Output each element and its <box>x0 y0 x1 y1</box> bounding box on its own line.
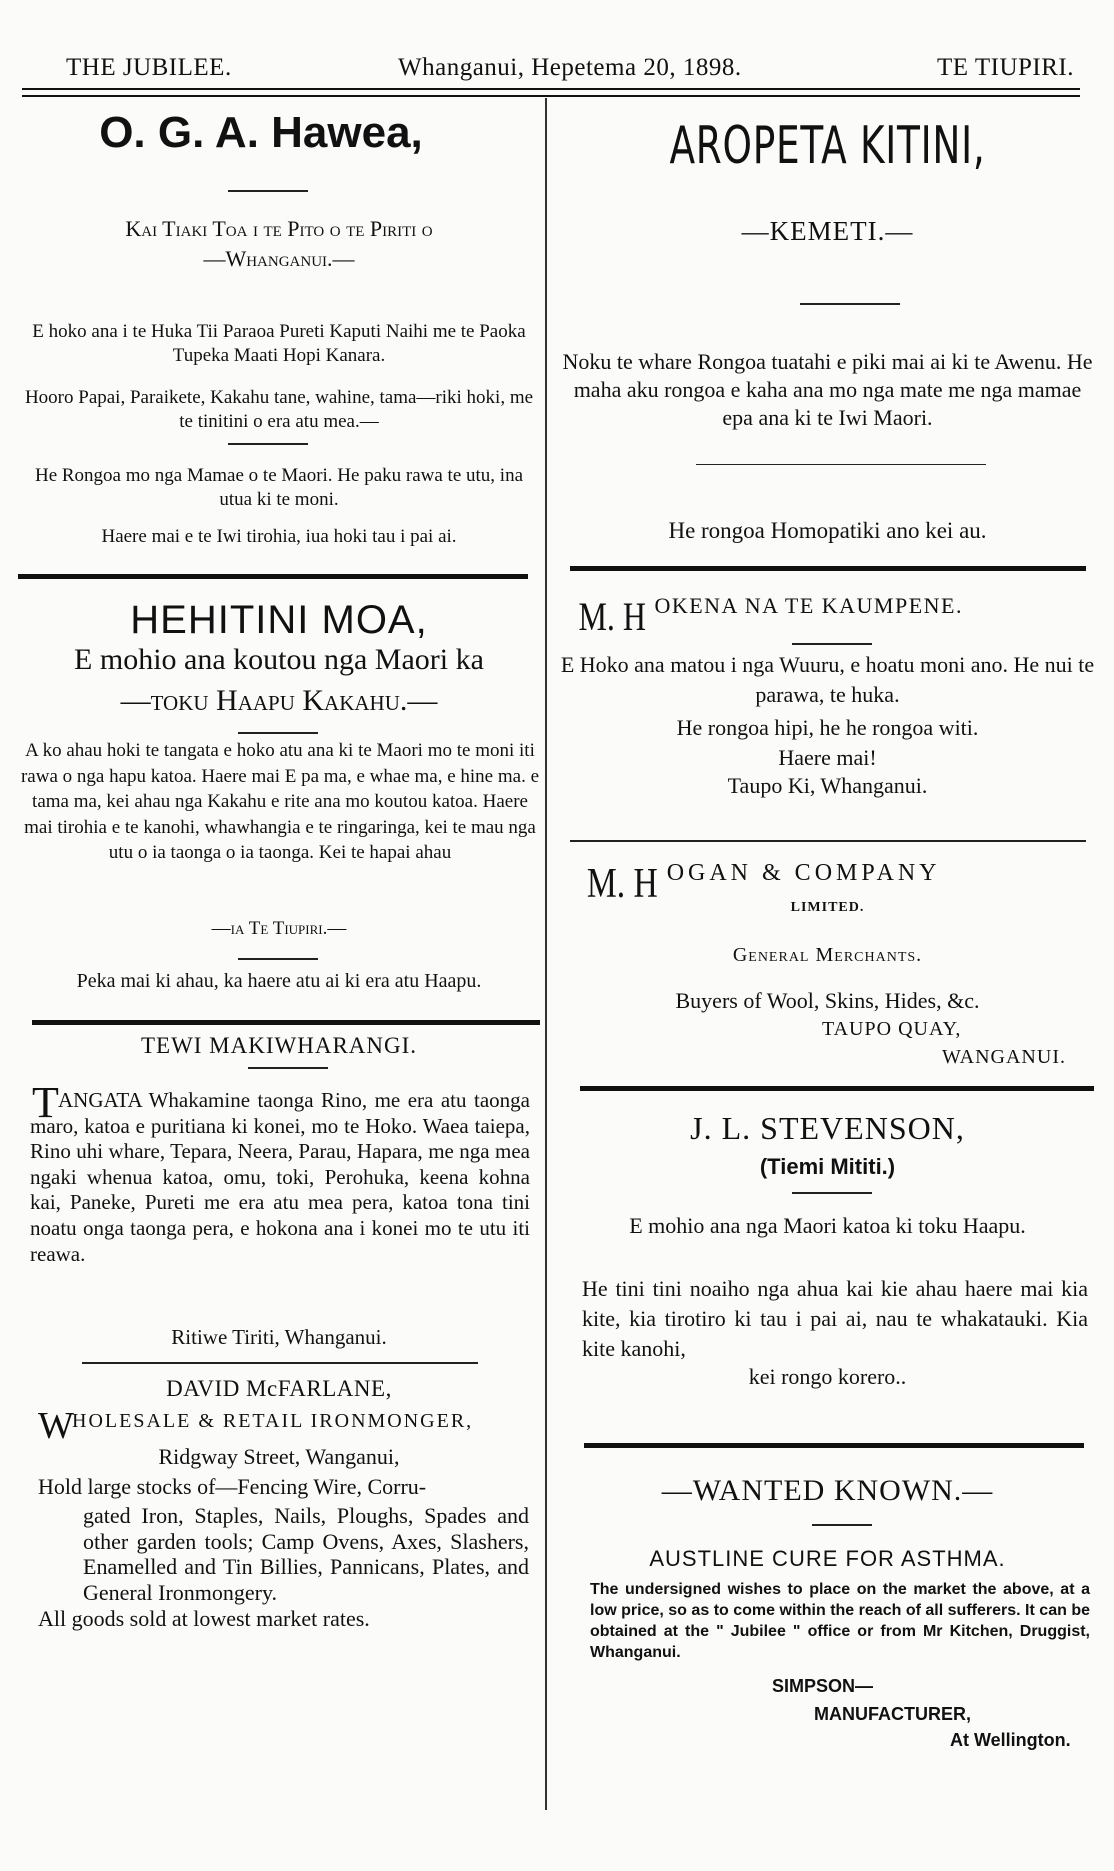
kitini-footer: He rongoa Homopatiki ano kei au. <box>668 518 987 543</box>
hawea-goods-line: E hoko ana i te Huka Tii Paraoa Pureti Kaputi Naihi me te Paoka Tupeka Maati Hopi Kanara. <box>32 321 526 366</box>
wanted-rule <box>812 1524 872 1526</box>
mcfarlane-footer: All goods sold at lowest market rates. <box>38 1606 370 1631</box>
left-divider-3 <box>82 1362 478 1364</box>
hawea-medicine-line: He Rongoa mo nga Mamae o te Maori. He paku rawa te utu, ina utua ki te moni. <box>34 465 524 510</box>
hogan-address-1: TAUPO QUAY, <box>822 1018 962 1040</box>
wanted-product: AUSTLINE CURE FOR ASTHMA. <box>649 1546 1006 1571</box>
ad-hawea <box>18 98 540 547</box>
mcfarlane-street: Ridgway Street, Wanganui, <box>158 1444 400 1469</box>
column-divider <box>545 98 547 1810</box>
hawea-rule-1 <box>228 190 308 192</box>
left-divider-2 <box>32 1020 540 1025</box>
tewi-rule <box>248 1067 328 1069</box>
hogan-trade: General Merchants. <box>732 944 923 966</box>
kitini-rule-2 <box>696 464 986 465</box>
masthead-double-rule <box>22 88 1080 97</box>
wanted-sign-1: SIMPSON— <box>772 1676 874 1696</box>
hogan-limited: LIMITED. <box>790 900 865 915</box>
masthead-maori-title: TE TIUPIRI. <box>937 54 1074 81</box>
hokena-line-3: Haere mai! <box>778 745 877 770</box>
mcfarlane-stock-lead: Hold large stocks of—Fencing Wire, Corru- <box>38 1474 427 1499</box>
hokena-line-1: E Hoko ana matou i nga Wuuru, e hoatu moni ano. He nui te parawa, te huka. <box>560 652 1095 707</box>
mcfarlane-stock-list: gated Iron, Staples, Nails, Ploughs, Spades and other garden tools; Camp Ovens, Axes, Slashers, Enamelled and Tin Billies, Pannicans, Plates, and General Ironmongery. <box>83 1503 529 1605</box>
hehitini-name: HEHITINI MOA, <box>130 598 428 642</box>
stevenson-name: J. L. STEVENSON, <box>690 1110 965 1146</box>
tewi-body: ANGATA Whakamine taonga Rino, me era atu taonga maro, katoa e puritiana ki konei, mo te Hoko. Waea taiepa, Rino uhi whare, Tepara, Neera, Parau, Hapara, me nga mea ngaki whenua katoa, omu, toki, Perohuka, keena kohna kai, Paneke, Pureti me era atu mea pera, katoa tona tini noatu onga taonga pera, e hokona ana i konei mo te utu iti reawa. <box>30 1088 530 1266</box>
kitini-body: Noku te whare Rongoa tuatahi e piki mai ai ki te Awenu. He maha aku rongoa e kaha ana mo nga mate me nga mamae epa ana ki te Iwi Maori. <box>562 349 1093 430</box>
kitini-rule <box>800 303 900 305</box>
hawea-rule-2 <box>228 443 308 445</box>
right-divider-4 <box>584 1443 1084 1448</box>
hokena-initial: M. H <box>578 594 647 639</box>
hokena-rule <box>792 643 872 645</box>
hokena-line-4: Taupo Ki, Whanganui. <box>727 773 928 798</box>
wanted-heading: —WANTED KNOWN.— <box>661 1474 994 1507</box>
left-divider-1 <box>18 574 528 579</box>
hokena-line-2: He rongoa hipi, he he rongoa witi. <box>676 715 979 740</box>
hehitini-body: A ko ahau hoki te tangata e hoko atu ana ki te Maori mo te moni iti rawa o nga hapu katoa. Haere mai E pa ma, e whae ma, e hine ma. e tama ma, kei ahau nga Kakahu e rite ana mo koutou katoa. Haere mai tirohia e te kanohi, whawhangia e te ringaringa, kei te mau nga utu o ia taonga o ia taonga. Kei te hapai ahau <box>20 740 540 863</box>
tewi-drop-cap: T <box>32 1078 59 1127</box>
hogan-name: OGAN & COMPANY <box>666 860 941 886</box>
mcfarlane-title: HOLESALE & RETAIL IRONMONGER, <box>72 1410 474 1432</box>
hehitini-tagline-1: E mohio ana koutou nga Maori ka <box>74 643 484 676</box>
hawea-subtitle-2: —Whanganui.— <box>203 246 355 271</box>
hawea-subtitle-1: Kai Tiaki Toa i te Pito o te Piriti o <box>125 216 433 241</box>
hehitini-rule <box>238 732 318 734</box>
hokena-heading <box>570 593 963 640</box>
hehitini-signoff: —ia Te Tiupiri.— <box>211 918 347 939</box>
hawea-invitation: Haere mai e te Iwi tirohia, iua hoki tau i pai ai. <box>101 526 457 547</box>
mcfarlane-drop-cap: W <box>38 1405 74 1447</box>
masthead-dateline: Whanganui, Hepetema 20, 1898. <box>398 54 742 81</box>
right-divider-2 <box>570 840 1086 842</box>
right-divider-3 <box>580 1086 1094 1091</box>
stevenson-rule <box>792 1192 872 1194</box>
right-divider-1 <box>570 566 1086 571</box>
masthead <box>22 50 1080 90</box>
stevenson-line-1: E mohio ana nga Maori katoa ki toku Haapu. <box>629 1213 1026 1238</box>
hokena-name: OKENA NA TE KAUMPENE. <box>654 593 963 618</box>
hogan-initial: M. H <box>586 861 658 907</box>
wanted-sign-3: At Wellington. <box>950 1730 1071 1750</box>
hawea-clothing-line: Hooro Papai, Paraikete, Kakahu tane, wahine, tama—riki hoki, me te tinitini o era atu mea.— <box>24 387 534 432</box>
kitini-name: AROPETA KITINI, <box>669 116 986 176</box>
mcfarlane-name: DAVID McFARLANE, <box>166 1376 392 1401</box>
tewi-name: TEWI MAKIWHARANGI. <box>140 1033 418 1058</box>
stevenson-line-3: kei rongo korero.. <box>748 1364 907 1389</box>
wanted-sign-2: MANUFACTURER, <box>814 1704 971 1724</box>
hawea-name: O. G. A. Hawea, <box>99 108 423 157</box>
hogan-address-2: WANGANUI. <box>942 1046 1066 1068</box>
masthead-english-title: THE JUBILEE. <box>66 54 232 81</box>
kitini-subtitle: —KEMETI.— <box>741 216 914 246</box>
stevenson-alias: (Tiemi Mititi.) <box>759 1154 896 1179</box>
tewi-address: Ritiwe Tiriti, Whanganui. <box>171 1325 387 1349</box>
wanted-body: The undersigned wishes to place on the market the above, at a low price, so as to come within the reach of all sufferers. It can be obtained at the " Jubilee " office or from Mr Kitchen, Druggist, Whanganui. <box>590 1581 1090 1661</box>
hogan-buyers: Buyers of Wool, Skins, Hides, &c. <box>675 988 980 1013</box>
hehitini-footer: Peka mai ki ahau, ka haere atu ai ki era atu Haapu. <box>76 970 482 992</box>
hehitini-rule-2 <box>238 958 318 960</box>
stevenson-line-2: He tini tini noaiho nga ahua kai kie ahau haere mai kia kite, kia tirotiro ki tau i pai ai, nau te whakatauki. Kia kite kanohi, <box>582 1276 1088 1361</box>
hehitini-tagline-2: —toku Haapu Kakahu.— <box>120 684 438 717</box>
